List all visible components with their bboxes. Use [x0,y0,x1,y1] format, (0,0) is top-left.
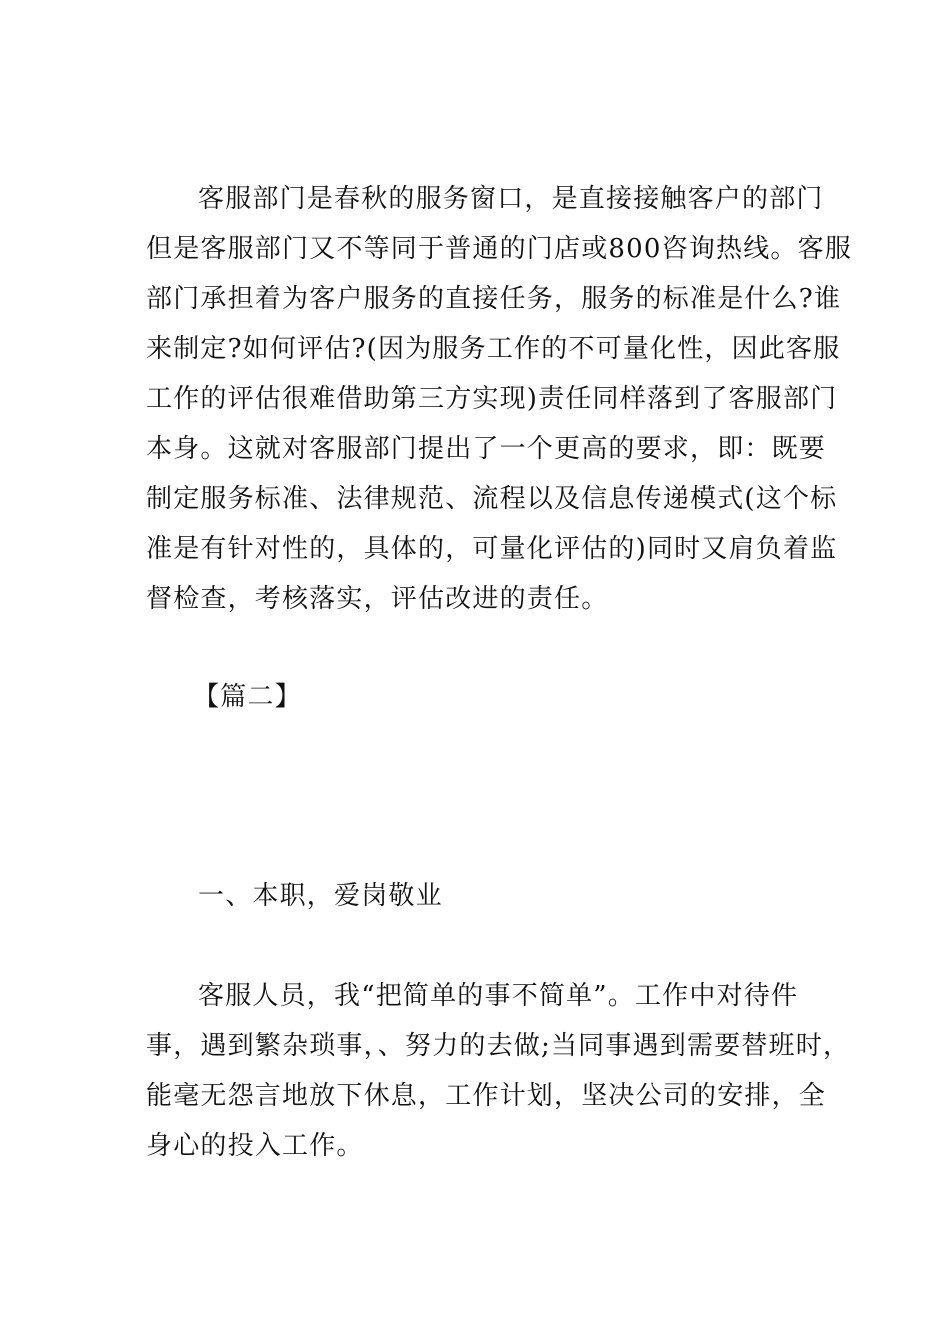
paragraph-1-line-5: 工作的评估很难借助第三方实现)责任同样落到了客服部门 [146,384,838,414]
paragraph-1-line-9: 督检查，考核落实，评估改进的责任。 [146,584,609,614]
paragraph-2-line-2: 事，遇到繁杂琐事，、努力的去做;当同事遇到需要替班时， [146,1031,851,1061]
section-heading: 一、本职，爱岗敬业 [198,881,443,911]
paragraph-1-line-6: 本身。这就对客服部门提出了一个更高的要求，即：既要 [146,434,827,464]
paragraph-1-line-3: 部门承担着为客户服务的直接任务，服务的标准是什么?谁 [146,284,842,314]
paragraph-1-line-2: 但是客服部门又不等同于普通的门店或800咨询热线。客服 [146,234,853,264]
paragraph-2-line-1: 客服人员，我“把简单的事不简单”。工作中对待件 [198,981,799,1011]
paragraph-1-line-1: 客服部门是春秋的服务窗口，是直接接触客户的部门 [198,184,824,214]
paragraph-2-line-4: 身心的投入工作。 [146,1131,364,1161]
paragraph-2-line-3: 能毫无怨言地放下休息，工作计划，坚决公司的安排，全 [146,1081,827,1111]
paragraph-1-line-4: 来制定?如何评估?(因为服务工作的不可量化性，因此客服 [146,334,841,364]
section-title: 【篇二】 [193,682,302,712]
paragraph-1-line-7: 制定服务标准、法律规范、流程以及信息传递模式(这个标 [146,484,838,514]
paragraph-1-line-8: 准是有针对性的，具体的，可量化评估的)同时又肩负着监 [146,534,838,564]
